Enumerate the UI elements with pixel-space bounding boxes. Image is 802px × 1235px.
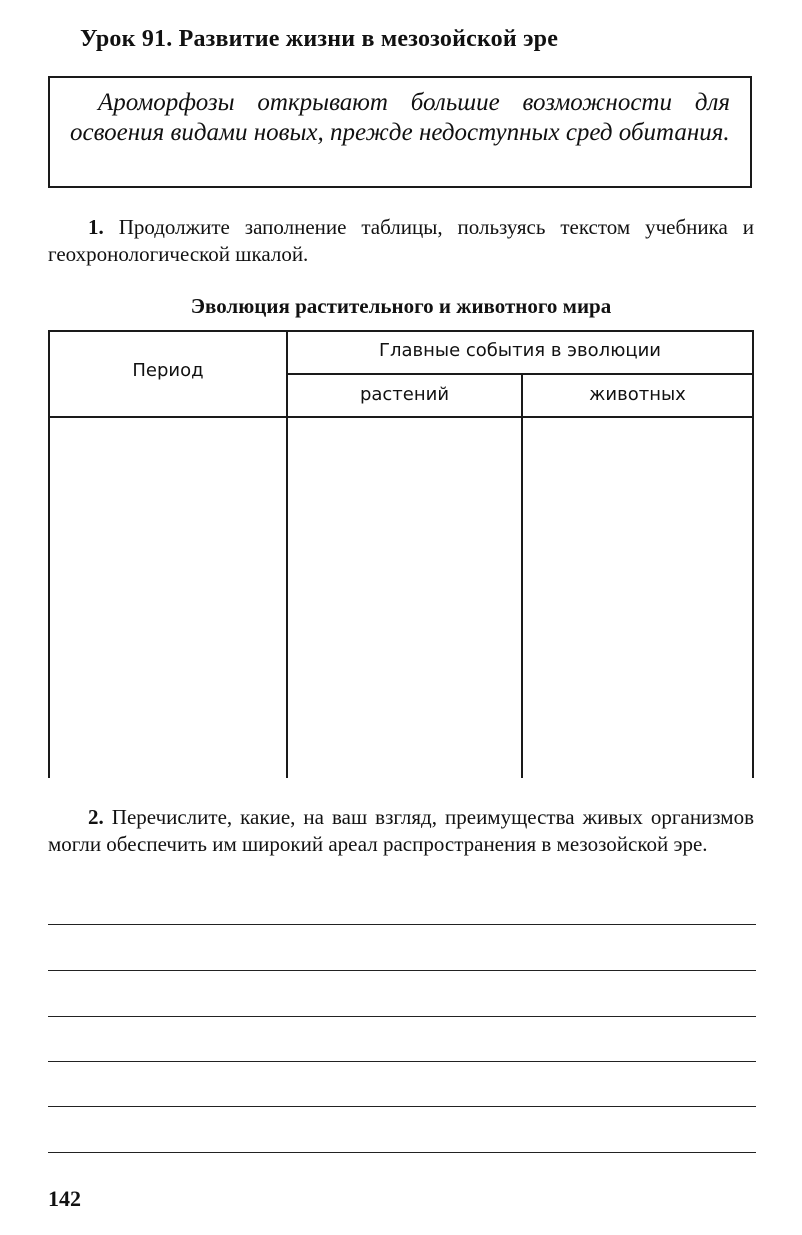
lesson-title: Урок 91. Развитие жизни в мезозойской эре [80, 26, 559, 52]
task-2-number: 2. [88, 805, 104, 829]
page-number: 142 [48, 1186, 81, 1211]
task-2-text: Перечислите, какие, на ваш взгляд, преимущества живых организмов могли обеспечить им широкий ареал распространения в мезозойской эре. [48, 805, 754, 856]
answer-line[interactable] [48, 924, 756, 925]
cell-period-input[interactable] [50, 418, 286, 778]
table-caption: Эволюция растительного и животного мира [190, 294, 612, 318]
header-main-events: Главные события в эволюции [379, 340, 661, 361]
task-1-number: 1. [88, 215, 104, 239]
table-top-border [48, 330, 754, 332]
answer-line[interactable] [48, 1061, 756, 1062]
table-subheader-divider [286, 373, 754, 375]
answer-line[interactable] [48, 1016, 756, 1017]
table-right-border [752, 330, 754, 778]
cell-animals-input[interactable] [523, 418, 752, 778]
epigraph-box [48, 76, 752, 188]
header-plants: растений [359, 384, 450, 405]
header-animals: животных [589, 384, 686, 405]
answer-line[interactable] [48, 1152, 756, 1153]
task-2 [48, 804, 754, 858]
task-1 [48, 214, 754, 268]
evolution-table [48, 330, 754, 778]
cell-plants-input[interactable] [288, 418, 521, 778]
task-1-text: Продолжите заполнение таблицы, пользуясь текстом учебника и геохронологической шкалой. [48, 215, 755, 266]
header-period: Период [132, 360, 204, 381]
answer-line[interactable] [48, 970, 756, 971]
epigraph-text: Ароморфозы открывают большие возможности для освоения видами новых, прежде недоступных сред обитания. [70, 89, 730, 146]
answer-line[interactable] [48, 1106, 756, 1107]
